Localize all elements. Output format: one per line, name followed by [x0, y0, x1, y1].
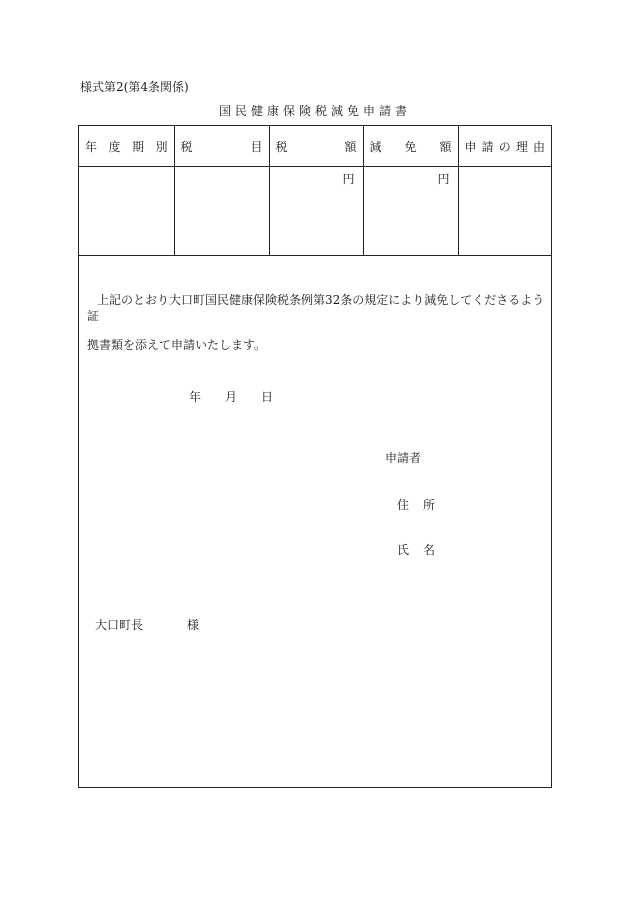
form-number-label: 様式第2(第4条関係) [80, 80, 189, 94]
addressee-honorific: 様 [187, 618, 200, 632]
application-form-frame [78, 125, 552, 788]
header-reduction-amount: 減 免 額 [363, 126, 458, 167]
addressee-name: 大口町長 [95, 618, 144, 632]
date-year-label: 年 [189, 390, 202, 404]
yen-unit-label: 円 [437, 172, 450, 186]
address-label: 住 所 [397, 498, 436, 512]
table-input-row [79, 167, 551, 256]
table-header-row [79, 126, 551, 167]
name-label: 氏 名 [397, 543, 436, 557]
tax-item-cell[interactable] [174, 167, 269, 256]
tax-reduction-table [79, 126, 551, 256]
form-title: 国民健康保険税減免申請書 [218, 104, 411, 118]
header-tax-item: 税 目 [174, 126, 269, 167]
date-month-label: 月 [225, 390, 238, 404]
fiscal-year-period-cell[interactable] [79, 167, 174, 256]
tax-amount-cell[interactable] [269, 167, 363, 256]
yen-unit-label: 円 [342, 172, 355, 186]
reduction-amount-cell[interactable] [363, 167, 458, 256]
statement-line-1: 上記のとおり大口町国民健康保険税条例第32条の規定により減免してくださるよう証 [87, 293, 545, 323]
applicant-label: 申請者 [385, 451, 422, 465]
header-application-reason: 申 請 の 理 由 [458, 126, 551, 167]
application-reason-cell[interactable] [458, 167, 551, 256]
header-tax-amount: 税 額 [269, 126, 363, 167]
application-date [153, 388, 273, 405]
date-day-label: 日 [261, 390, 274, 404]
statement-line-2: 拠書類を添えて申請いたします。 [87, 338, 267, 352]
addressee [95, 616, 199, 633]
header-fiscal-year-period: 年 度 期 別 [79, 126, 174, 167]
